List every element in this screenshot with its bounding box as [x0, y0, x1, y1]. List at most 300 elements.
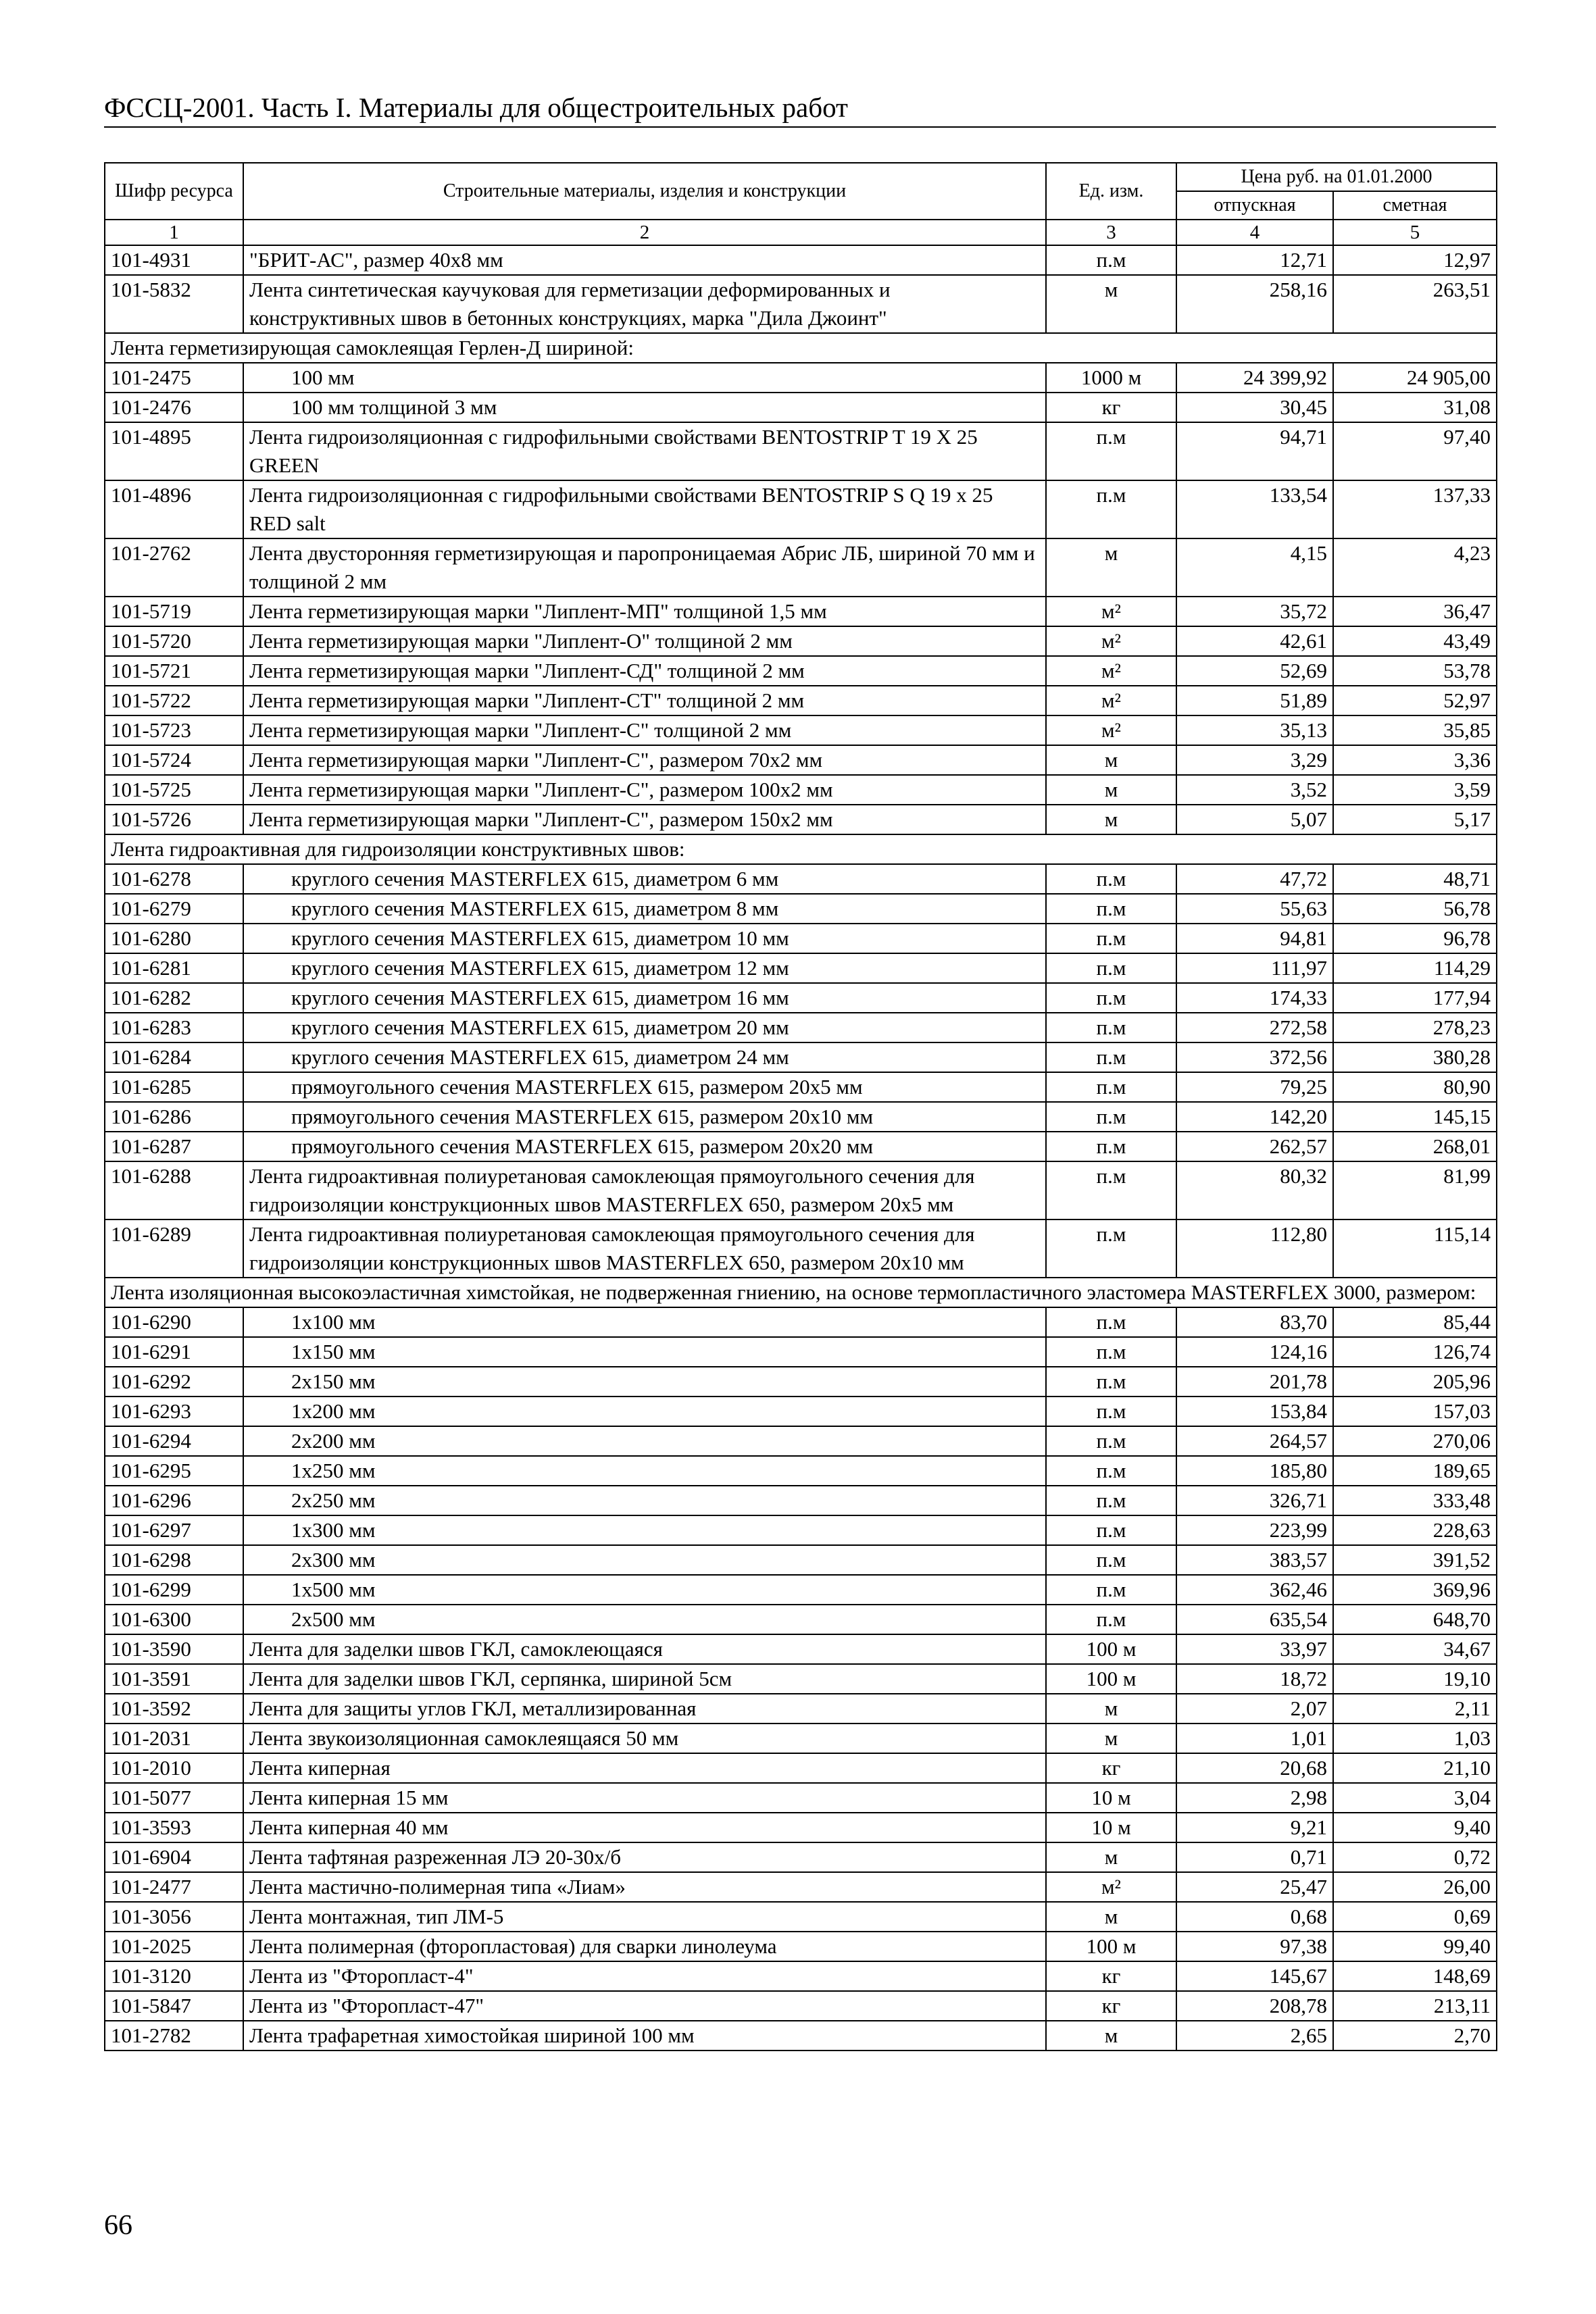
unit: п.м [1046, 1456, 1176, 1486]
table-row [105, 393, 1497, 422]
price-release: 9,21 [1176, 1813, 1333, 1842]
resource-code: 101-2025 [105, 1932, 243, 1961]
price-release: 142,20 [1176, 1102, 1333, 1132]
column-numbers-row [105, 220, 1497, 245]
price-estimate: 380,28 [1333, 1042, 1497, 1072]
price-estimate: 19,10 [1333, 1664, 1497, 1694]
table-row [105, 715, 1497, 745]
unit: м [1046, 2021, 1176, 2051]
resource-code: 101-5723 [105, 715, 243, 745]
header-price: Цена руб. на 01.01.2000 [1176, 163, 1497, 191]
price-release: 223,99 [1176, 1515, 1333, 1545]
unit: 10 м [1046, 1783, 1176, 1813]
material-name: прямоугольного сечения MASTERFLEX 615, размером 20х10 мм [243, 1102, 1046, 1132]
header-code: Шифр ресурса [105, 163, 243, 220]
table-row [105, 805, 1497, 834]
unit: п.м [1046, 1515, 1176, 1545]
unit: кг [1046, 393, 1176, 422]
resource-code: 101-3592 [105, 1694, 243, 1724]
price-release: 145,67 [1176, 1961, 1333, 1991]
price-release: 153,84 [1176, 1397, 1333, 1426]
material-name: Лента из "Фторопласт-47" [243, 1991, 1046, 2021]
price-release: 3,52 [1176, 775, 1333, 805]
material-name: круглого сечения MASTERFLEX 615, диаметром 12 мм [243, 953, 1046, 983]
table-row [105, 924, 1497, 953]
price-estimate: 80,90 [1333, 1072, 1497, 1102]
table-row [105, 1397, 1497, 1426]
price-release: 362,46 [1176, 1575, 1333, 1605]
price-release: 30,45 [1176, 393, 1333, 422]
material-name: 1х200 мм [243, 1397, 1046, 1426]
column-number: 5 [1333, 220, 1497, 245]
price-estimate: 115,14 [1333, 1219, 1497, 1278]
table-row [105, 363, 1497, 393]
table-row [105, 597, 1497, 626]
material-name: Лента киперная [243, 1753, 1046, 1783]
price-release: 1,01 [1176, 1724, 1333, 1753]
material-name: "БРИТ-АС", размер 40х8 мм [243, 245, 1046, 275]
price-release: 24 399,92 [1176, 363, 1333, 393]
price-estimate: 4,23 [1333, 538, 1497, 597]
price-release: 262,57 [1176, 1132, 1333, 1161]
material-name: Лента синтетическая каучуковая для герметизации деформированных и конструктивных швов в бетонных конструкциях, марка "Дила Джоинт" [243, 275, 1046, 333]
price-release: 2,98 [1176, 1783, 1333, 1813]
price-release: 264,57 [1176, 1426, 1333, 1456]
table-body [105, 245, 1497, 2051]
table-row [105, 1545, 1497, 1575]
table-row [105, 1486, 1497, 1515]
table-row [105, 686, 1497, 715]
unit: п.м [1046, 924, 1176, 953]
table-row [105, 1456, 1497, 1486]
resource-code: 101-6280 [105, 924, 243, 953]
material-name: Лента для защиты углов ГКЛ, металлизированная [243, 1694, 1046, 1724]
price-estimate: 2,70 [1333, 2021, 1497, 2051]
price-release: 185,80 [1176, 1456, 1333, 1486]
price-estimate: 2,11 [1333, 1694, 1497, 1724]
price-estimate: 0,72 [1333, 1842, 1497, 1872]
price-estimate: 5,17 [1333, 805, 1497, 834]
unit: п.м [1046, 1367, 1176, 1397]
price-estimate: 157,03 [1333, 1397, 1497, 1426]
resource-code: 101-2031 [105, 1724, 243, 1753]
unit: 10 м [1046, 1813, 1176, 1842]
price-release: 52,69 [1176, 656, 1333, 686]
table-row [105, 894, 1497, 924]
table-row [105, 480, 1497, 538]
page-number: 66 [104, 2210, 132, 2241]
resource-code: 101-6296 [105, 1486, 243, 1515]
unit: п.м [1046, 1013, 1176, 1042]
table-row [105, 1042, 1497, 1072]
unit: м [1046, 745, 1176, 775]
header-price-estimate: сметная [1333, 191, 1497, 220]
unit: п.м [1046, 983, 1176, 1013]
price-release: 55,63 [1176, 894, 1333, 924]
resource-code: 101-3120 [105, 1961, 243, 1991]
resource-code: 101-6285 [105, 1072, 243, 1102]
price-release: 124,16 [1176, 1337, 1333, 1367]
material-name: Лента герметизирующая марки "Липлент-СД" толщиной 2 мм [243, 656, 1046, 686]
price-release: 635,54 [1176, 1605, 1333, 1634]
material-name: Лента полимерная (фторопластовая) для сварки линолеума [243, 1932, 1046, 1961]
unit: м [1046, 275, 1176, 333]
table-row [105, 1161, 1497, 1219]
table-row [105, 1072, 1497, 1102]
resource-code: 101-3056 [105, 1902, 243, 1932]
resource-code: 101-5720 [105, 626, 243, 656]
unit: п.м [1046, 1161, 1176, 1219]
price-estimate: 36,47 [1333, 597, 1497, 626]
resource-code: 101-6294 [105, 1426, 243, 1456]
table-row [105, 1932, 1497, 1961]
material-name: прямоугольного сечения MASTERFLEX 615, размером 20х20 мм [243, 1132, 1046, 1161]
table-row [105, 245, 1497, 275]
price-release: 80,32 [1176, 1161, 1333, 1219]
material-name: 2х250 мм [243, 1486, 1046, 1515]
resource-code: 101-3591 [105, 1664, 243, 1694]
unit: м² [1046, 686, 1176, 715]
table-row [105, 422, 1497, 480]
material-name: Лента герметизирующая марки "Липлент-СТ" толщиной 2 мм [243, 686, 1046, 715]
price-estimate: 56,78 [1333, 894, 1497, 924]
table-row [105, 1961, 1497, 1991]
unit: м [1046, 1724, 1176, 1753]
resource-code: 101-5724 [105, 745, 243, 775]
price-release: 4,15 [1176, 538, 1333, 597]
price-release: 35,13 [1176, 715, 1333, 745]
material-name: круглого сечения MASTERFLEX 615, диаметром 16 мм [243, 983, 1046, 1013]
table-row [105, 1694, 1497, 1724]
price-estimate: 0,69 [1333, 1902, 1497, 1932]
column-number: 1 [105, 220, 243, 245]
price-release: 47,72 [1176, 864, 1333, 894]
price-estimate: 369,96 [1333, 1575, 1497, 1605]
material-name: Лента для заделки швов ГКЛ, серпянка, шириной 5см [243, 1664, 1046, 1694]
header-name: Строительные материалы, изделия и конструкции [243, 163, 1046, 220]
resource-code: 101-6287 [105, 1132, 243, 1161]
resource-code: 101-6283 [105, 1013, 243, 1042]
price-estimate: 43,49 [1333, 626, 1497, 656]
unit: м [1046, 1842, 1176, 1872]
resource-code: 101-5719 [105, 597, 243, 626]
page-header: ФССЦ-2001. Часть I. Материалы для общестроительных работ [104, 91, 1496, 128]
table-row [105, 953, 1497, 983]
price-release: 111,97 [1176, 953, 1333, 983]
unit: п.м [1046, 1307, 1176, 1337]
resource-code: 101-5847 [105, 1991, 243, 2021]
table-row [105, 1132, 1497, 1161]
resource-code: 101-5721 [105, 656, 243, 686]
table-row [105, 775, 1497, 805]
unit: п.м [1046, 1072, 1176, 1102]
table-row [105, 1753, 1497, 1783]
material-name: круглого сечения MASTERFLEX 615, диаметром 10 мм [243, 924, 1046, 953]
table-row [105, 1426, 1497, 1456]
material-name: 100 мм [243, 363, 1046, 393]
price-estimate: 263,51 [1333, 275, 1497, 333]
material-name: Лента киперная 40 мм [243, 1813, 1046, 1842]
table-row [105, 1337, 1497, 1367]
column-number: 4 [1176, 220, 1333, 245]
section-title: Лента герметизирующая самоклеящая Герлен-Д шириной: [105, 333, 1497, 363]
resource-code: 101-5722 [105, 686, 243, 715]
table-row [105, 1783, 1497, 1813]
price-estimate: 26,00 [1333, 1872, 1497, 1902]
price-estimate: 177,94 [1333, 983, 1497, 1013]
table-row [105, 745, 1497, 775]
section-title: Лента гидроактивная для гидроизоляции конструктивных швов: [105, 834, 1497, 864]
material-name: 2х300 мм [243, 1545, 1046, 1575]
price-release: 272,58 [1176, 1013, 1333, 1042]
unit: м [1046, 538, 1176, 597]
unit: 100 м [1046, 1932, 1176, 1961]
price-estimate: 268,01 [1333, 1132, 1497, 1161]
resource-code: 101-6300 [105, 1605, 243, 1634]
table-row [105, 1102, 1497, 1132]
unit: п.м [1046, 1042, 1176, 1072]
material-name: Лента гидроизоляционная с гидрофильными свойствами BENTOSTRIP T 19 X 25 GREEN [243, 422, 1046, 480]
table-row [105, 983, 1497, 1013]
price-estimate: 85,44 [1333, 1307, 1497, 1337]
price-table [104, 162, 1497, 2051]
resource-code: 101-4896 [105, 480, 243, 538]
price-estimate: 3,04 [1333, 1783, 1497, 1813]
price-estimate: 278,23 [1333, 1013, 1497, 1042]
price-release: 5,07 [1176, 805, 1333, 834]
unit: п.м [1046, 1102, 1176, 1132]
material-name: Лента герметизирующая марки "Липлент-С", размером 150х2 мм [243, 805, 1046, 834]
price-estimate: 213,11 [1333, 1991, 1497, 2021]
unit: п.м [1046, 1132, 1176, 1161]
column-number: 3 [1046, 220, 1176, 245]
unit: м [1046, 805, 1176, 834]
table-row [105, 1219, 1497, 1278]
unit: м² [1046, 626, 1176, 656]
material-name: Лента герметизирующая марки "Липлент-О" толщиной 2 мм [243, 626, 1046, 656]
unit: п.м [1046, 1337, 1176, 1367]
price-release: 94,81 [1176, 924, 1333, 953]
price-estimate: 114,29 [1333, 953, 1497, 983]
material-name: круглого сечения MASTERFLEX 615, диаметром 8 мм [243, 894, 1046, 924]
material-name: Лента звукоизоляционная самоклеящаяся 50 мм [243, 1724, 1046, 1753]
resource-code: 101-6298 [105, 1545, 243, 1575]
resource-code: 101-4931 [105, 245, 243, 275]
resource-code: 101-2475 [105, 363, 243, 393]
resource-code: 101-6293 [105, 1397, 243, 1426]
table-row [105, 538, 1497, 597]
resource-code: 101-6295 [105, 1456, 243, 1486]
material-name: прямоугольного сечения MASTERFLEX 615, размером 20х5 мм [243, 1072, 1046, 1102]
unit: 100 м [1046, 1664, 1176, 1694]
price-estimate: 270,06 [1333, 1426, 1497, 1456]
price-estimate: 12,97 [1333, 245, 1497, 275]
price-release: 326,71 [1176, 1486, 1333, 1515]
resource-code: 101-6279 [105, 894, 243, 924]
price-release: 42,61 [1176, 626, 1333, 656]
table-row [105, 1307, 1497, 1337]
price-estimate: 205,96 [1333, 1367, 1497, 1397]
price-release: 383,57 [1176, 1545, 1333, 1575]
price-estimate: 21,10 [1333, 1753, 1497, 1783]
price-release: 25,47 [1176, 1872, 1333, 1902]
resource-code: 101-6289 [105, 1219, 243, 1278]
price-release: 97,38 [1176, 1932, 1333, 1961]
resource-code: 101-6292 [105, 1367, 243, 1397]
resource-code: 101-2010 [105, 1753, 243, 1783]
material-name: круглого сечения MASTERFLEX 615, диаметром 20 мм [243, 1013, 1046, 1042]
material-name: Лента для заделки швов ГКЛ, самоклеющаяся [243, 1634, 1046, 1664]
price-estimate: 9,40 [1333, 1813, 1497, 1842]
material-name: Лента киперная 15 мм [243, 1783, 1046, 1813]
section-row [105, 834, 1497, 864]
table-row [105, 864, 1497, 894]
header-unit: Ед. изм. [1046, 163, 1176, 220]
table-row [105, 1634, 1497, 1664]
price-release: 3,29 [1176, 745, 1333, 775]
material-name: 100 мм толщиной 3 мм [243, 393, 1046, 422]
price-release: 0,71 [1176, 1842, 1333, 1872]
price-estimate: 126,74 [1333, 1337, 1497, 1367]
price-estimate: 148,69 [1333, 1961, 1497, 1991]
material-name: Лента гидроизоляционная с гидрофильными свойствами BENTOSTRIP S Q 19 x 25 RED salt [243, 480, 1046, 538]
price-release: 79,25 [1176, 1072, 1333, 1102]
unit: м² [1046, 1872, 1176, 1902]
resource-code: 101-6299 [105, 1575, 243, 1605]
material-name: Лента герметизирующая марки "Липлент-С", размером 70х2 мм [243, 745, 1046, 775]
price-estimate: 35,85 [1333, 715, 1497, 745]
price-estimate: 97,40 [1333, 422, 1497, 480]
unit: п.м [1046, 864, 1176, 894]
unit: п.м [1046, 422, 1176, 480]
material-name: Лента гидроактивная полиуретановая самоклеющая прямоугольного сечения для гидроизоляции конструкционных швов MASTERFLEX 650, размером 20х5 мм [243, 1161, 1046, 1219]
price-estimate: 31,08 [1333, 393, 1497, 422]
price-release: 35,72 [1176, 597, 1333, 626]
price-estimate: 137,33 [1333, 480, 1497, 538]
resource-code: 101-6286 [105, 1102, 243, 1132]
price-release: 133,54 [1176, 480, 1333, 538]
price-release: 18,72 [1176, 1664, 1333, 1694]
unit: кг [1046, 1991, 1176, 2021]
resource-code: 101-2477 [105, 1872, 243, 1902]
resource-code: 101-6282 [105, 983, 243, 1013]
unit: кг [1046, 1753, 1176, 1783]
resource-code: 101-2476 [105, 393, 243, 422]
material-name: Лента двусторонняя герметизирующая и паропроницаемая Абрис ЛБ, шириной 70 мм и толщиной 2 мм [243, 538, 1046, 597]
material-name: Лента монтажная, тип ЛМ-5 [243, 1902, 1046, 1932]
material-name: 2х200 мм [243, 1426, 1046, 1456]
resource-code: 101-5725 [105, 775, 243, 805]
unit: м [1046, 775, 1176, 805]
material-name: круглого сечения MASTERFLEX 615, диаметром 24 мм [243, 1042, 1046, 1072]
price-estimate: 48,71 [1333, 864, 1497, 894]
unit: п.м [1046, 1219, 1176, 1278]
price-estimate: 189,65 [1333, 1456, 1497, 1486]
table-row [105, 1842, 1497, 1872]
resource-code: 101-5832 [105, 275, 243, 333]
price-release: 112,80 [1176, 1219, 1333, 1278]
table-row [105, 1813, 1497, 1842]
material-name: 2х500 мм [243, 1605, 1046, 1634]
material-name: круглого сечения MASTERFLEX 615, диаметром 6 мм [243, 864, 1046, 894]
price-release: 94,71 [1176, 422, 1333, 480]
material-name: Лента герметизирующая марки "Липлент-С" толщиной 2 мм [243, 715, 1046, 745]
price-release: 51,89 [1176, 686, 1333, 715]
resource-code: 101-5077 [105, 1783, 243, 1813]
price-estimate: 333,48 [1333, 1486, 1497, 1515]
table-row [105, 1664, 1497, 1694]
material-name: 2х150 мм [243, 1367, 1046, 1397]
price-estimate: 3,59 [1333, 775, 1497, 805]
resource-code: 101-6297 [105, 1515, 243, 1545]
unit: м² [1046, 656, 1176, 686]
resource-code: 101-2762 [105, 538, 243, 597]
unit: п.м [1046, 894, 1176, 924]
price-estimate: 81,99 [1333, 1161, 1497, 1219]
table-row [105, 2021, 1497, 2051]
price-release: 0,68 [1176, 1902, 1333, 1932]
table-row [105, 1575, 1497, 1605]
price-release: 2,07 [1176, 1694, 1333, 1724]
table-row [105, 1902, 1497, 1932]
section-title: Лента изоляционная высокоэластичная химстойкая, не подверженная гниению, на основе термопластичного эластомера MASTERFLEX 3000, размером: [105, 1278, 1497, 1307]
price-estimate: 3,36 [1333, 745, 1497, 775]
price-estimate: 391,52 [1333, 1545, 1497, 1575]
unit: п.м [1046, 1545, 1176, 1575]
unit: п.м [1046, 1486, 1176, 1515]
price-estimate: 34,67 [1333, 1634, 1497, 1664]
price-release: 83,70 [1176, 1307, 1333, 1337]
resource-code: 101-6904 [105, 1842, 243, 1872]
price-estimate: 99,40 [1333, 1932, 1497, 1961]
price-release: 201,78 [1176, 1367, 1333, 1397]
unit: м [1046, 1902, 1176, 1932]
unit: м² [1046, 715, 1176, 745]
price-estimate: 24 905,00 [1333, 363, 1497, 393]
resource-code: 101-2782 [105, 2021, 243, 2051]
unit: п.м [1046, 953, 1176, 983]
table-row [105, 1872, 1497, 1902]
table-row [105, 1367, 1497, 1397]
material-name: Лента мастично-полимерная типа «Лиам» [243, 1872, 1046, 1902]
resource-code: 101-6291 [105, 1337, 243, 1367]
price-estimate: 1,03 [1333, 1724, 1497, 1753]
unit: п.м [1046, 1426, 1176, 1456]
resource-code: 101-6288 [105, 1161, 243, 1219]
table-row [105, 656, 1497, 686]
price-estimate: 52,97 [1333, 686, 1497, 715]
material-name: 1х300 мм [243, 1515, 1046, 1545]
unit: м [1046, 1694, 1176, 1724]
table-row [105, 275, 1497, 333]
price-release: 258,16 [1176, 275, 1333, 333]
resource-code: 101-6278 [105, 864, 243, 894]
table-row [105, 1605, 1497, 1634]
price-release: 33,97 [1176, 1634, 1333, 1664]
unit: п.м [1046, 1605, 1176, 1634]
price-release: 372,56 [1176, 1042, 1333, 1072]
unit: п.м [1046, 1575, 1176, 1605]
material-name: 1х250 мм [243, 1456, 1046, 1486]
section-row [105, 1278, 1497, 1307]
price-estimate: 228,63 [1333, 1515, 1497, 1545]
unit: 100 м [1046, 1634, 1176, 1664]
unit: кг [1046, 1961, 1176, 1991]
column-number: 2 [243, 220, 1046, 245]
price-estimate: 96,78 [1333, 924, 1497, 953]
table-row [105, 1013, 1497, 1042]
resource-code: 101-3590 [105, 1634, 243, 1664]
